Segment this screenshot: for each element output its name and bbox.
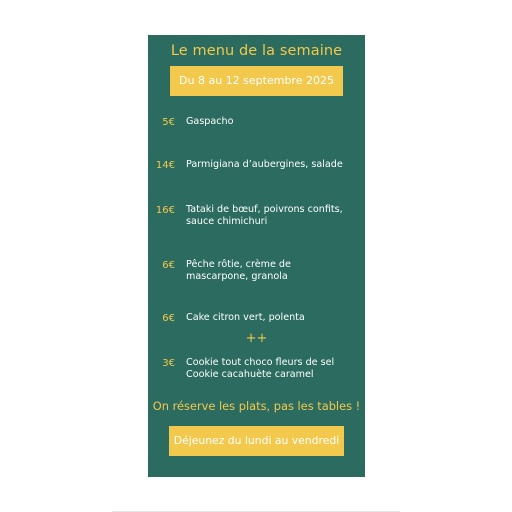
menu-item-description (186, 116, 361, 128)
menu-item-description (186, 357, 361, 380)
menu-item-description (186, 204, 361, 227)
menu-title: Le menu de la semaine (170, 43, 343, 59)
menu-item-price: 3€ (162, 358, 175, 369)
menu-item-description (186, 312, 361, 324)
menu-item-price: 5€ (162, 117, 175, 128)
menu-item-price: 6€ (162, 260, 175, 271)
reservation-tagline: On réserve les plats, pas les tables ! (152, 399, 361, 413)
opening-days-badge: Déjeunez du lundi au vendredi (169, 426, 344, 456)
menu-item-line: mascarpone, granola (186, 270, 288, 282)
menu-item-line: Cake citron vert, polenta (186, 312, 305, 323)
menu-item-line: Pêche rôtie, crème de (186, 259, 291, 270)
menu-item-line: Cookie tout choco fleurs de sel (186, 357, 335, 368)
menu-item-line: Cookie cacahuète caramel (186, 368, 314, 380)
menu-item-line: Tataki de bœuf, poivrons confits, (186, 204, 343, 215)
menu-item-description (186, 259, 361, 282)
menu-item-line: sauce chimichuri (186, 215, 268, 227)
menu-item-line: Gaspacho (186, 116, 234, 127)
date-range-badge: Du 8 au 12 septembre 2025 (170, 66, 343, 96)
menu-item-price: 14€ (155, 160, 175, 171)
menu-item-line: Parmigiana d’aubergines, salade (186, 159, 343, 170)
menu-separator: ++ (245, 331, 268, 346)
menu-card (148, 35, 365, 477)
menu-item-price: 16€ (155, 205, 175, 216)
menu-item-description (186, 159, 361, 171)
menu-item-price: 6€ (162, 313, 175, 324)
